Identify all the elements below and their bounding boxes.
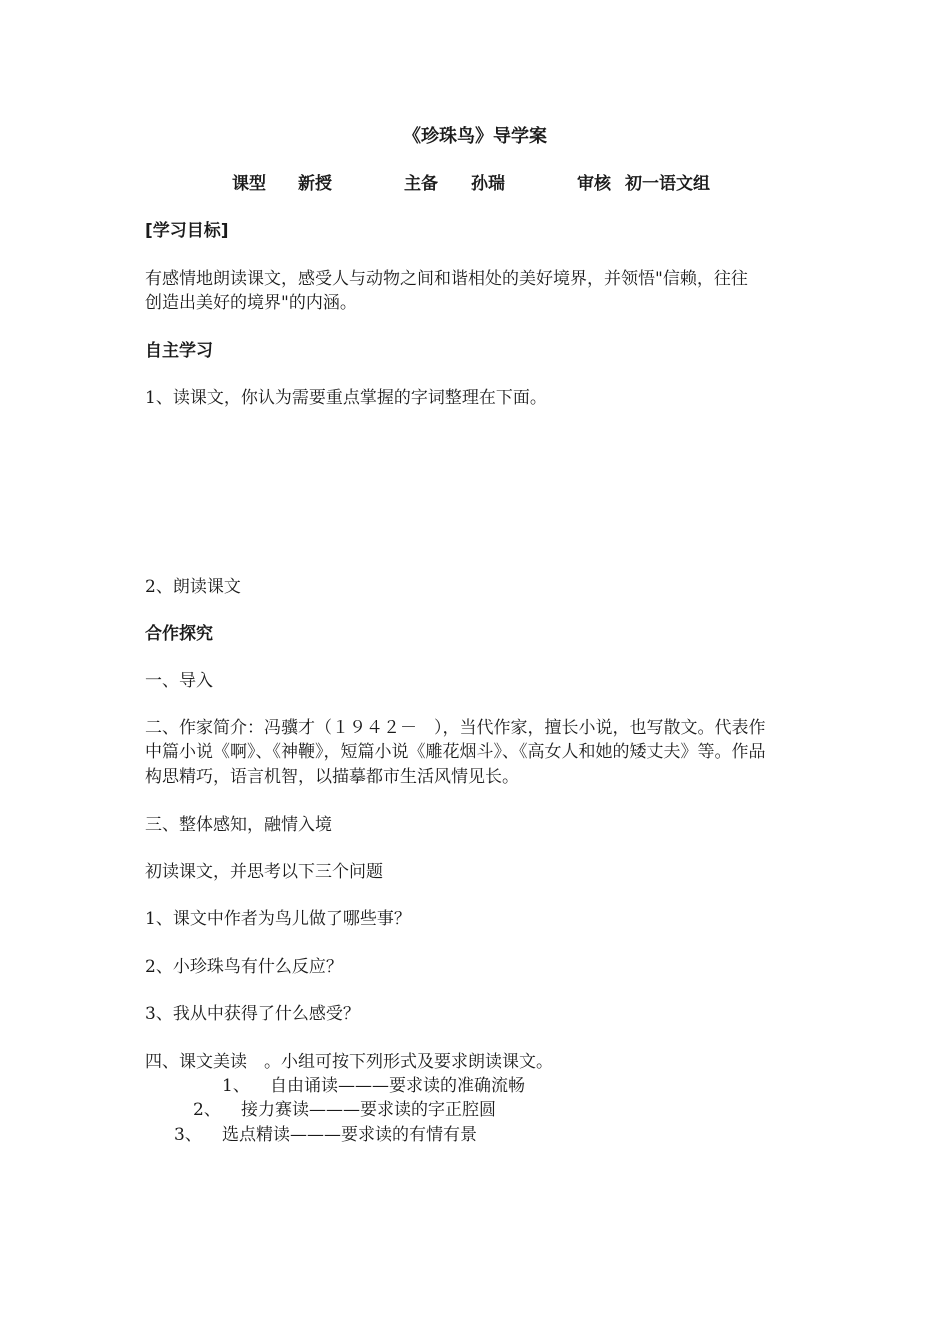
meta-lead-value: 孙瑞 [471, 174, 505, 194]
author-intro-line2: 中篇小说《啊》、《神鞭》，短篇小说《雕花烟斗》、《高女人和她的矮丈夫》等。作品 [145, 742, 766, 762]
objectives-text-line1: 有感情地朗读课文，感受人与动物之间和谐相处的美好境界，并领悟"信赖，往往 [145, 269, 748, 289]
objectives-heading: [学习目标] [145, 221, 229, 241]
question-2: 2、小珍珠鸟有什么反应？ [145, 957, 343, 977]
reading-item-3-text: 选点精读———要求读的有情有景 [222, 1125, 477, 1145]
self-study-item-2: 2、朗读课文 [145, 577, 241, 597]
meta-lead-label: 主备 [404, 174, 438, 194]
author-intro-line3: 构思精巧，语言机智，以描摹都市生活风情见长。 [145, 767, 519, 787]
page-title: 《珍珠鸟》导学案 [403, 126, 547, 147]
objectives-text-line2: 创造出美好的境界"的内涵。 [145, 293, 357, 313]
coop-intro: 一、导入 [145, 671, 213, 691]
meta-type-label: 课型 [232, 174, 266, 194]
perception-intro: 初读课文，并思考以下三个问题 [145, 862, 383, 882]
meta-review-label: 审核 [577, 174, 611, 194]
reading-item-2-text: 接力赛读———要求读的字正腔圆 [241, 1100, 496, 1120]
reading-heading: 四、课文美读 。小组可按下列形式及要求朗读课文。 [145, 1052, 553, 1072]
self-study-item-1: 1、读课文，你认为需要重点掌握的字词整理在下面。 [145, 388, 547, 408]
reading-item-2-num: 2、 [193, 1100, 221, 1120]
meta-type-value: 新授 [298, 174, 332, 194]
perception-heading: 三、整体感知，融情入境 [145, 815, 332, 835]
self-study-heading: 自主学习 [145, 341, 213, 361]
question-3: 3、我从中获得了什么感受？ [145, 1004, 360, 1024]
question-1: 1、课文中作者为鸟儿做了哪些事？ [145, 909, 411, 929]
meta-review-value: 初一语文组 [625, 174, 710, 194]
coop-heading: 合作探究 [145, 624, 213, 644]
reading-item-3-num: 3、 [174, 1125, 202, 1145]
reading-item-1-num: 1、 [222, 1076, 250, 1096]
reading-item-1-text: 自由诵读———要求读的准确流畅 [270, 1076, 525, 1096]
author-intro-line1: 二、作家简介：冯骥才（１９４２－ ），当代作家，擅长小说，也写散文。代表作 [145, 718, 766, 738]
